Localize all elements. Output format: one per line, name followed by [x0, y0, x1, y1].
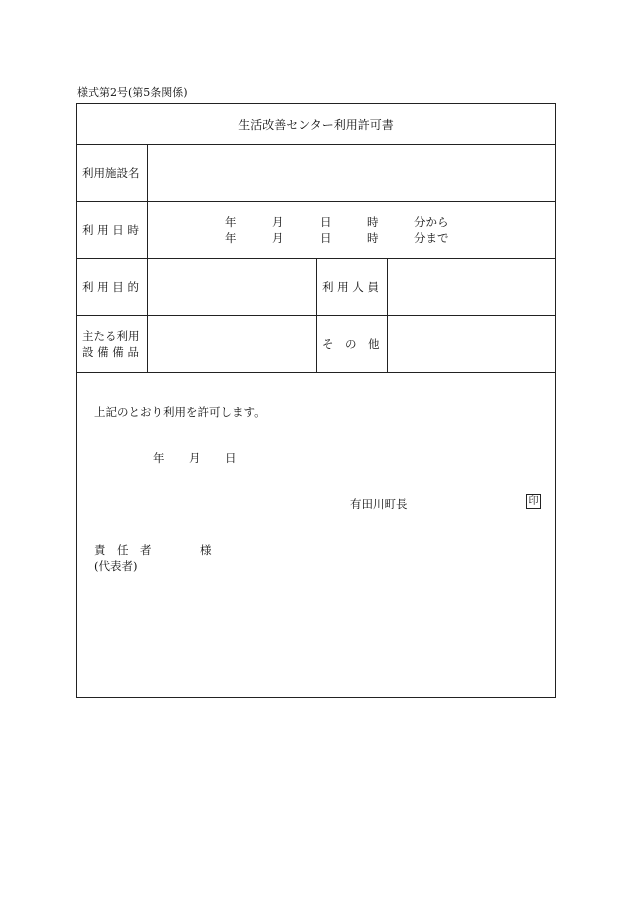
start-minute-label: 分から — [414, 215, 449, 229]
end-year-label: 年 — [225, 231, 237, 245]
equipment-label-line2: 設 備 備 品 — [82, 345, 139, 359]
row-divider — [76, 201, 556, 202]
end-day-label: 日 — [320, 231, 332, 245]
form-number: 様式第2号(第5条関係) — [77, 86, 188, 99]
datetime-label: 利 用 日 時 — [82, 223, 139, 237]
issue-day-label: 日 — [225, 451, 237, 465]
column-divider — [316, 258, 317, 372]
facility-label: 利用施設名 — [82, 166, 140, 180]
start-month-label: 月 — [272, 215, 284, 229]
form-title: 生活改善センター利用許可書 — [238, 118, 394, 132]
issue-year-label: 年 — [153, 451, 165, 465]
datetime-field[interactable] — [149, 203, 554, 257]
end-minute-label: 分まで — [414, 231, 449, 245]
purpose-label: 利 用 目 的 — [82, 280, 139, 294]
people-count-label: 利 用 人 員 — [322, 280, 379, 294]
facility-field[interactable] — [149, 146, 554, 200]
seal-stamp: 印 — [526, 494, 541, 509]
column-divider — [387, 258, 388, 372]
end-hour-label: 時 — [367, 231, 379, 245]
start-year-label: 年 — [225, 215, 237, 229]
end-month-label: 月 — [272, 231, 284, 245]
other-field[interactable] — [389, 317, 554, 371]
issue-month-label: 月 — [189, 451, 201, 465]
equipment-label-line1: 主たる利用 — [82, 329, 140, 343]
row-divider — [76, 372, 556, 373]
other-label: そ の 他 — [322, 337, 380, 351]
row-divider — [76, 144, 556, 145]
responsible-person-label: 責 任 者 — [94, 543, 152, 557]
representative-label: (代表者) — [94, 559, 138, 573]
purpose-field[interactable] — [149, 260, 315, 314]
permission-statement: 上記のとおり利用を許可します。 — [94, 405, 266, 419]
equipment-field[interactable] — [149, 317, 315, 371]
people-count-field[interactable] — [389, 260, 554, 314]
honorific-label: 様 — [200, 543, 212, 557]
start-day-label: 日 — [320, 215, 332, 229]
start-hour-label: 時 — [367, 215, 379, 229]
issuer-title: 有田川町長 — [350, 497, 408, 511]
column-divider — [147, 144, 148, 372]
